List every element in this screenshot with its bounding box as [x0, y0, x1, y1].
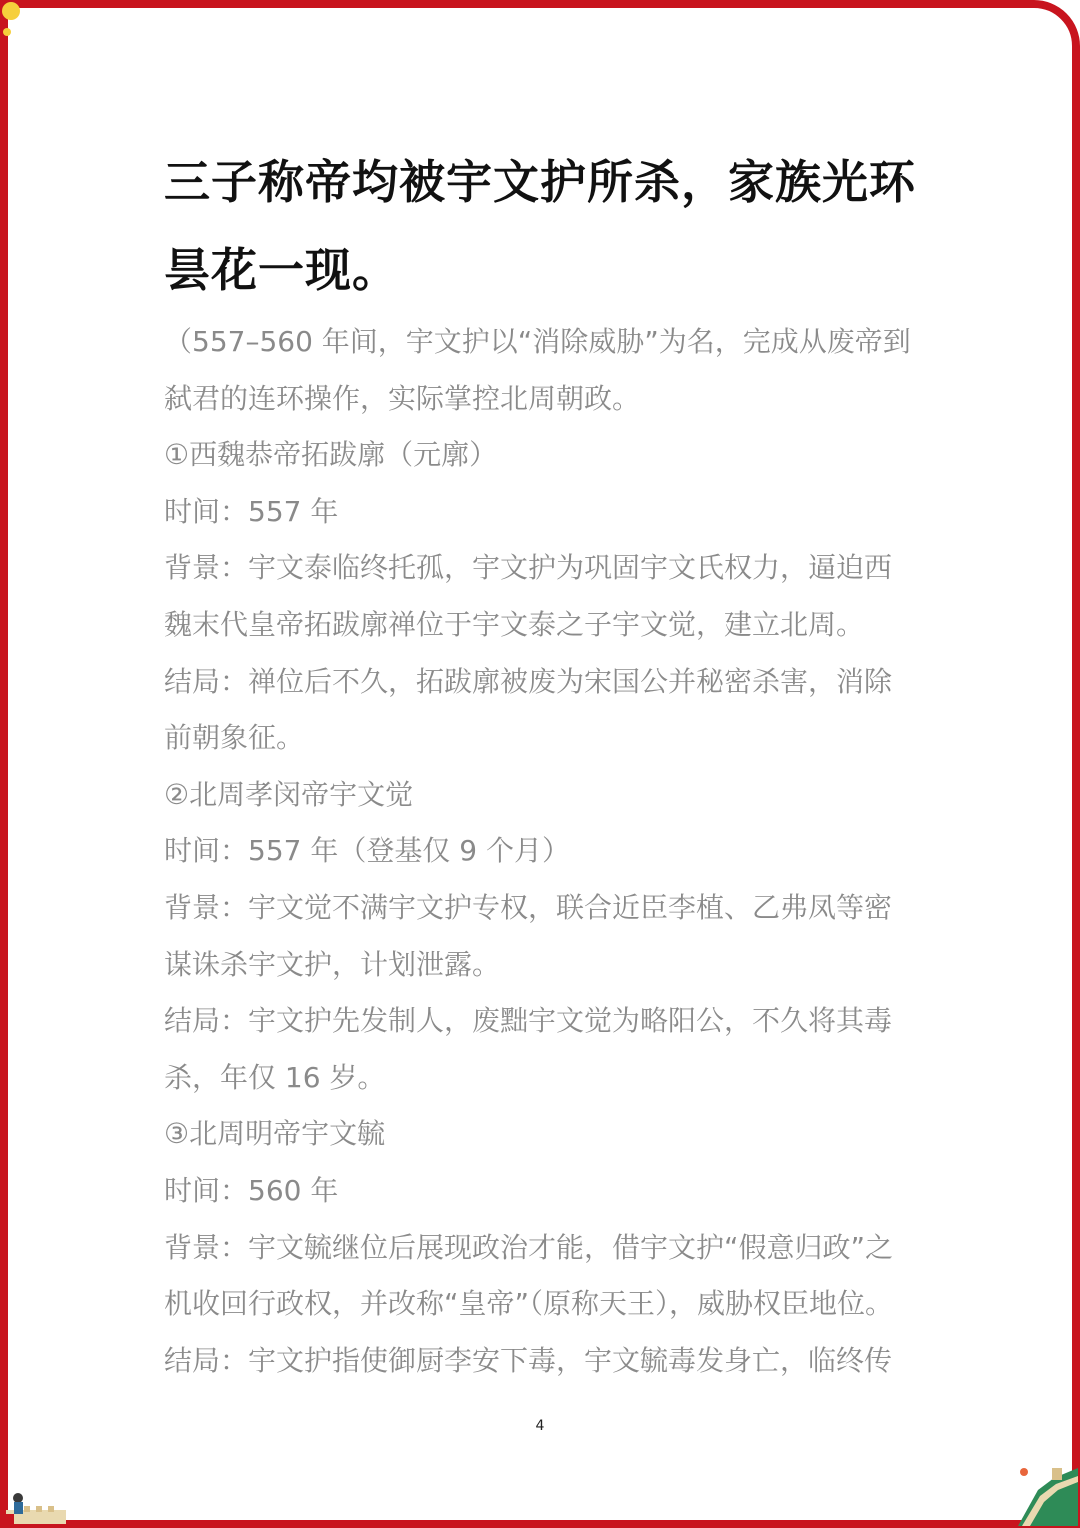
- section-heading: ③北周明帝宇文毓: [164, 1117, 386, 1151]
- corner-decoration: [2, 2, 20, 20]
- article-title: [164, 138, 920, 314]
- paragraph-line: 弑君的连环操作，实际掌控北周朝政。: [164, 381, 641, 415]
- corner-decoration-small: [3, 28, 11, 36]
- paragraph-line: 前朝象征。: [164, 721, 305, 755]
- title-line: 昙花一现。: [164, 243, 399, 297]
- paragraph-line: 时间：557 年（登基仅 9 个月）: [164, 834, 570, 868]
- paragraph-line: 结局：禅位后不久，拓跋廓被废为宋国公并秘密杀害，消除: [164, 664, 893, 698]
- paragraph-line: 背景：宇文毓继位后展现政治才能，借宇文护“假意归政”之: [164, 1230, 894, 1264]
- paragraph-line: 结局：宇文护指使御厨李安下毒，宇文毓毒发身亡，临终传: [164, 1343, 893, 1377]
- paragraph-line: 背景：宇文泰临终托孤，宇文护为巩固宇文氏权力，逼迫西: [164, 551, 893, 585]
- section-heading: ①西魏恭帝拓跋廓（元廓）: [164, 438, 498, 472]
- paragraph-line: 结局：宇文护先发制人，废黜宇文觉为略阳公，不久将其毒: [164, 1004, 893, 1038]
- great-wall-figure-icon: [6, 1484, 66, 1524]
- paragraph-line: 机收回行政权，并改称“皇帝”（原称天王），威胁权臣地位。: [164, 1287, 894, 1321]
- paragraph-line: 背景：宇文觉不满宇文护专权，联合近臣李植、乙弗凤等密: [164, 890, 893, 924]
- title-line: 三子称帝均被宇文护所杀，家族光环: [164, 155, 916, 209]
- paragraph-line: （557–560 年间，宇文护以“消除威胁”为名，完成从废帝到: [164, 325, 911, 358]
- paragraph-line: 魏末代皇帝拓跋廓禅位于宇文泰之子宇文觉，建立北周。: [164, 607, 865, 641]
- page-content: [164, 138, 920, 1389]
- paragraph-line: 谋诛杀宇文护，计划泄露。: [164, 947, 501, 981]
- section-heading: ②北周孝闵帝宇文觉: [164, 777, 414, 811]
- paragraph-line: 杀，年仅 16 岁。: [164, 1060, 386, 1094]
- body-text: [164, 314, 920, 1389]
- great-wall-icon: [1008, 1460, 1078, 1526]
- page-number: 4: [535, 1418, 545, 1434]
- paragraph-line: 时间：560 年: [164, 1173, 339, 1207]
- paragraph-line: 时间：557 年: [164, 494, 339, 528]
